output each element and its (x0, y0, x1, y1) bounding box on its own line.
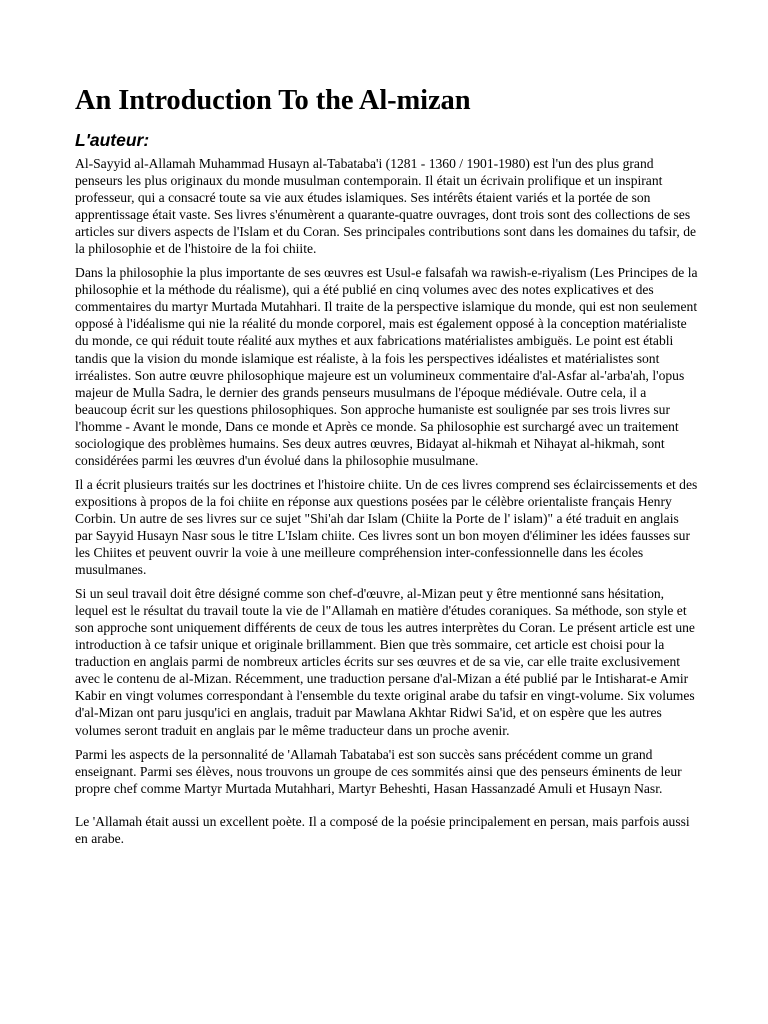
paragraph-5: Parmi les aspects de la personnalité de 'Allamah Tabataba'i est son succès sans précédent comme un grand enseignant. Parmi ses élèves, nous trouvons un groupe de ces sommités ainsi que des penseurs éminents de leur propre chef comme Martyr Murtada Mutahhari, Martyr Beheshti, Hasan Hassanzadé Amuli et Husayn Nasr. (75, 746, 682, 796)
document-title: An Introduction To the Al-mizan (75, 85, 471, 116)
paragraph-6: Le 'Allamah était aussi un excellent poète. Il a composé de la poésie principalement en persan, mais parfois aussi en arabe. (75, 813, 690, 846)
paragraph-2: Dans la philosophie la plus importante de ses œuvres est Usul-e falsafah wa rawish-e-riyalism (Les Principes de la philosophie et la méthode du réalisme), qui a été publié en cinq volumes avec des notes explicatives et des commentaires du martyr Murtada Mutahhari. Il traite de la perspective islamique du monde, qui est non seulement opposé à l'idéalisme qui nie la réalité du monde corporel, mais est également opposé à la conception matérialiste du monde, ce qui réduit toute réalité aux mythes et aux fabrications matérialistes ambiguës. Le point est établi tandis que la vision du monde islamique est réaliste, à la fois les perspectives idéalistes et matérialistes sont irréalistes. Son autre œuvre philosophique majeure est un volumineux commentaire d'al-Asfar al-'arba'ah, l'opus majeur de Mulla Sadra, le dernier des grands penseurs musulmans de l'époque médiévale. Outre cela, il a beaucoup écrit sur les questions philosophiques. Son approche humaniste est soulignée par ses trois livres sur l'homme - Avant le monde, Dans ce monde et Après ce monde. Sa philosophie est surchargé avec un traitement sociologique des problèmes humains. Ses deux autres œuvres, Bidayat al-hikmah et Nihayat al-hikmah, sont considérées parmi les œuvres d'un évolué dans la philosophie musulmane. (75, 265, 698, 468)
paragraph-3: Il a écrit plusieurs traités sur les doctrines et l'histoire chiite. Un de ces livres comprend ses éclaircissements et des expositions à propos de la foi chiite en réponse aux questions posées par le célèbre orientaliste français Henry Corbin. Un autre de ses livres sur ce sujet "Shi'ah dar Islam (Chiite la Porte de l' islam)" a été traduit en anglais par Sayyid Husayn Nasr sous le titre L'Islam chiite. Ces livres sont un bon moyen d'éliminer les idées fausses sur les Chiites et peuvent ouvrir la voie à une meilleure compréhension inter-confessionnelle dans les écoles musulmanes. (75, 476, 698, 578)
paragraph-1: Al-Sayyid al-Allamah Muhammad Husayn al-Tabataba'i (1281 - 1360 / 1901-1980) est l'un des plus grand penseurs les plus originaux du monde musulman contemporain. Il était un écrivain prolifique et un inspirant professeur, qui a consacré toute sa vie aux études islamiques. Ses intérêts étaient variés et la portée de son apprentissage était vaste. Ses livres s'énumèrent a quarante-quatre ouvrages, dont trois sont des collections de ses articles sur divers aspects de l'Islam et du Coran. Ses principales contributions sont dans les domaines du tafsir, de la philosophie et de l'histoire de la foi chiite. (75, 156, 697, 257)
paragraph-4: Si un seul travail doit être désigné comme son chef-d'œuvre, al-Mizan peut y être mentionné sans hésitation, lequel est le résultat du travail toute la vie de l"Allamah en matière d'études coraniques. Sa méthode, son style et son approche sont uniquement différents de ceux de tous les autres interprètes du Coran. Le présent article est une introduction à ce tafsir unique et originale brillamment. Bien que très sommaire, cet article est choisi pour la traduction en anglais parmi de nombreux articles écrits sur ses œuvres et de sa vie, car elle traite exclusivement avec le contenu de al-Mizan. Récemment, une traduction persane d'al-Mizan a été publié par le Intisharat-e Amir Kabir en vingt volumes correspondant à l'ensemble du texte original arabe du tafsir en vingt-volume. Six volumes d'al-Mizan ont paru jusqu'ici en anglais, traduit par Mawlana Akhtar Ridwi Sa'id, et on espère que les autres volumes seront traduit en anglais par le même traducteur dans un proche avenir. (75, 586, 695, 738)
section-heading-author: L'auteur: (75, 130, 150, 150)
